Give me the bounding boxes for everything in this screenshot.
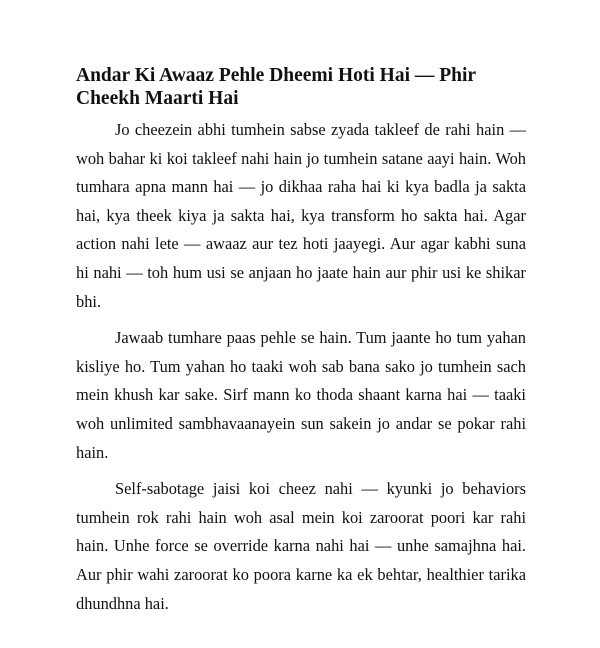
paragraph-3: Self-sabotage jaisi koi cheez nahi — kyunki jo behaviors tumhein rok rahi hain woh asal mein koi zaroorat poori kar rahi hain. Unhe force se override karna nahi hai — unhe samajhna hai. Aur phir wahi zaroorat ko poora karne ka ek behtar, healthier tarika dhundhna hai. [76, 479, 526, 613]
paragraph-2: Jawaab tumhare paas pehle se hain. Tum jaante ho tum yahan kisliye ho. Tum yahan ho taaki woh sab bana sako jo tumhein sach mein khush kar sake. Sirf mann ko thoda shaant karna hai — taaki woh unlimited sambhavaanayein sun sakein jo andar se pokar rahi hain. [76, 328, 526, 462]
document-page [76, 64, 526, 626]
document-title: Andar Ki Awaaz Pehle Dheemi Hoti Hai — Phir Cheekh Maarti Hai [76, 65, 476, 109]
paragraph-1: Jo cheezein abhi tumhein sabse zyada takleef de rahi hain — woh bahar ki koi takleef nahi hain jo tumhein satane aayi hain. Woh tumhara apna mann hai — jo dikhaa raha hai ki kya badla ja sakta hai, kya theek kiya ja sakta hai, kya transform ho sakta hai. Agar action nahi lete — awaaz aur tez hoti jaayegi. Aur agar kabhi suna hi nahi — toh hum usi se anjaan ho jaate hain aur phir usi ke shikar bhi. [76, 120, 526, 311]
